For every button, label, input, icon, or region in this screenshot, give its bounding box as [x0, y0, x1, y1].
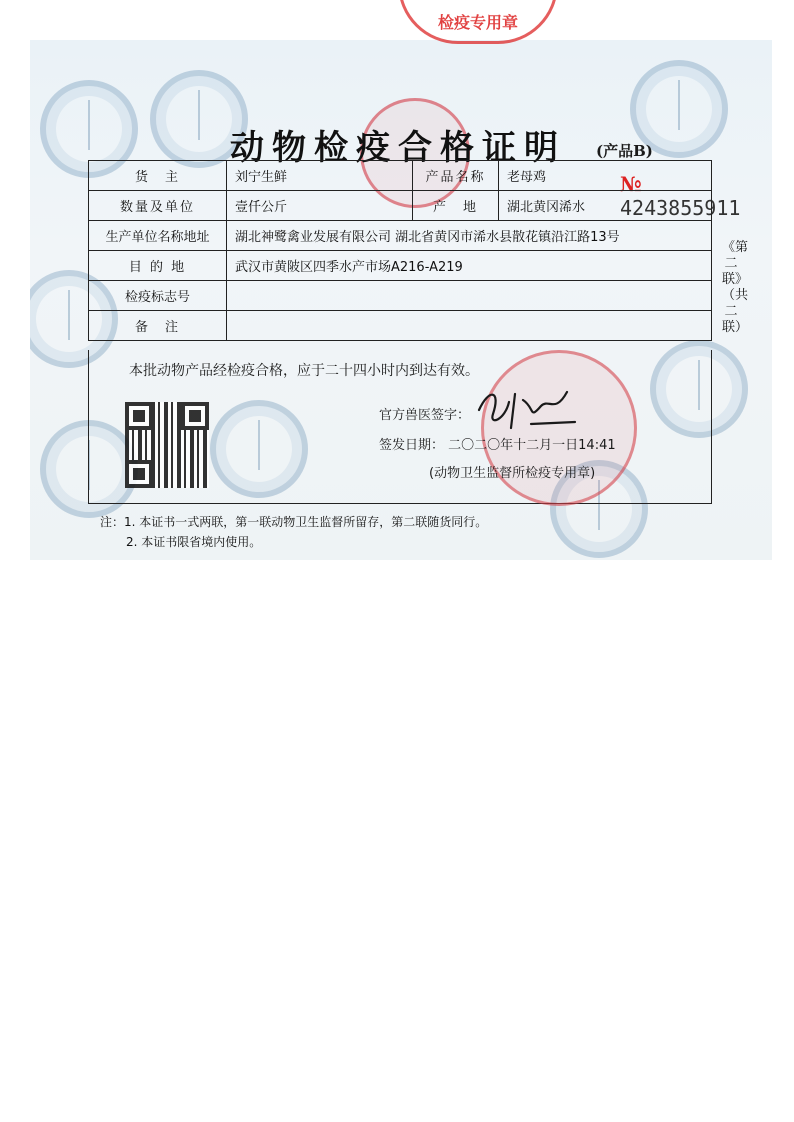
- remark-value: [227, 311, 712, 341]
- qr-finder-icon: [181, 402, 209, 430]
- issue-date-label: 签发日期：: [379, 438, 445, 453]
- remark-label: 备 注: [89, 311, 227, 341]
- quantity-value: 壹仟公斤: [227, 191, 413, 221]
- product-label: 产品名称: [413, 161, 499, 191]
- top-red-stamp: [398, 0, 558, 44]
- qr-finder-icon: [125, 402, 153, 430]
- form-row-producer: [89, 221, 712, 251]
- copy-indicator: 《第二联》（共二联）: [722, 240, 749, 335]
- certificate-form-table: [88, 160, 712, 341]
- serial-value: 4243855911: [620, 196, 741, 220]
- qr-finder-icon: [125, 460, 153, 488]
- form-row-remark: [89, 311, 712, 341]
- form-row-owner: [89, 161, 712, 191]
- owner-label: 货 主: [89, 161, 227, 191]
- validity-statement: 本批动物产品经检疫合格，应于二十四小时内到达有效。: [129, 363, 479, 379]
- top-stamp-text: 检疫专用章: [437, 13, 518, 32]
- mark-label: 检疫标志号: [89, 281, 227, 311]
- vet-sign-label: 官方兽医签字：: [379, 408, 471, 423]
- origin-value: 湖北黄冈浠水: [499, 191, 712, 221]
- form-row-quantity: [89, 191, 712, 221]
- producer-label: 生产单位名称地址: [89, 221, 227, 251]
- handwritten-signature: [471, 380, 581, 436]
- product-value: 老母鸡: [499, 161, 712, 191]
- issue-date: [379, 434, 616, 453]
- producer-value: 湖北神鹭禽业发展有限公司 湖北省黄冈市浠水县散花镇沿江路13号: [227, 221, 712, 251]
- origin-label: 产 地: [413, 191, 499, 221]
- destination-label: 目 的 地: [89, 251, 227, 281]
- seal-note: (动物卫生监督所检疫专用章): [429, 466, 596, 481]
- form-row-mark: [89, 281, 712, 311]
- form-row-destination: [89, 251, 712, 281]
- issue-date-value: 二〇二〇年十二月一日14:41: [448, 438, 616, 453]
- mark-value: [227, 281, 712, 311]
- footnote-2: 2. 本证书限省境内使用。: [126, 535, 262, 549]
- footnotes: [100, 512, 487, 552]
- page-title: 动物检疫合格证明: [230, 128, 566, 168]
- quantity-label: 数量及单位: [89, 191, 227, 221]
- footnote-1: 注：1. 本证书一式两联，第一联动物卫生监督所留存，第二联随货同行。: [100, 515, 488, 529]
- qr-code-icon: [125, 402, 209, 488]
- destination-value: 武汉市黄陂区四季水产市场A216-A219: [227, 251, 712, 281]
- certification-section: [88, 350, 712, 504]
- product-type-subtitle: (产品B): [596, 142, 653, 160]
- serial-prefix: №: [620, 172, 642, 196]
- owner-value: 刘宁生鲜: [227, 161, 413, 191]
